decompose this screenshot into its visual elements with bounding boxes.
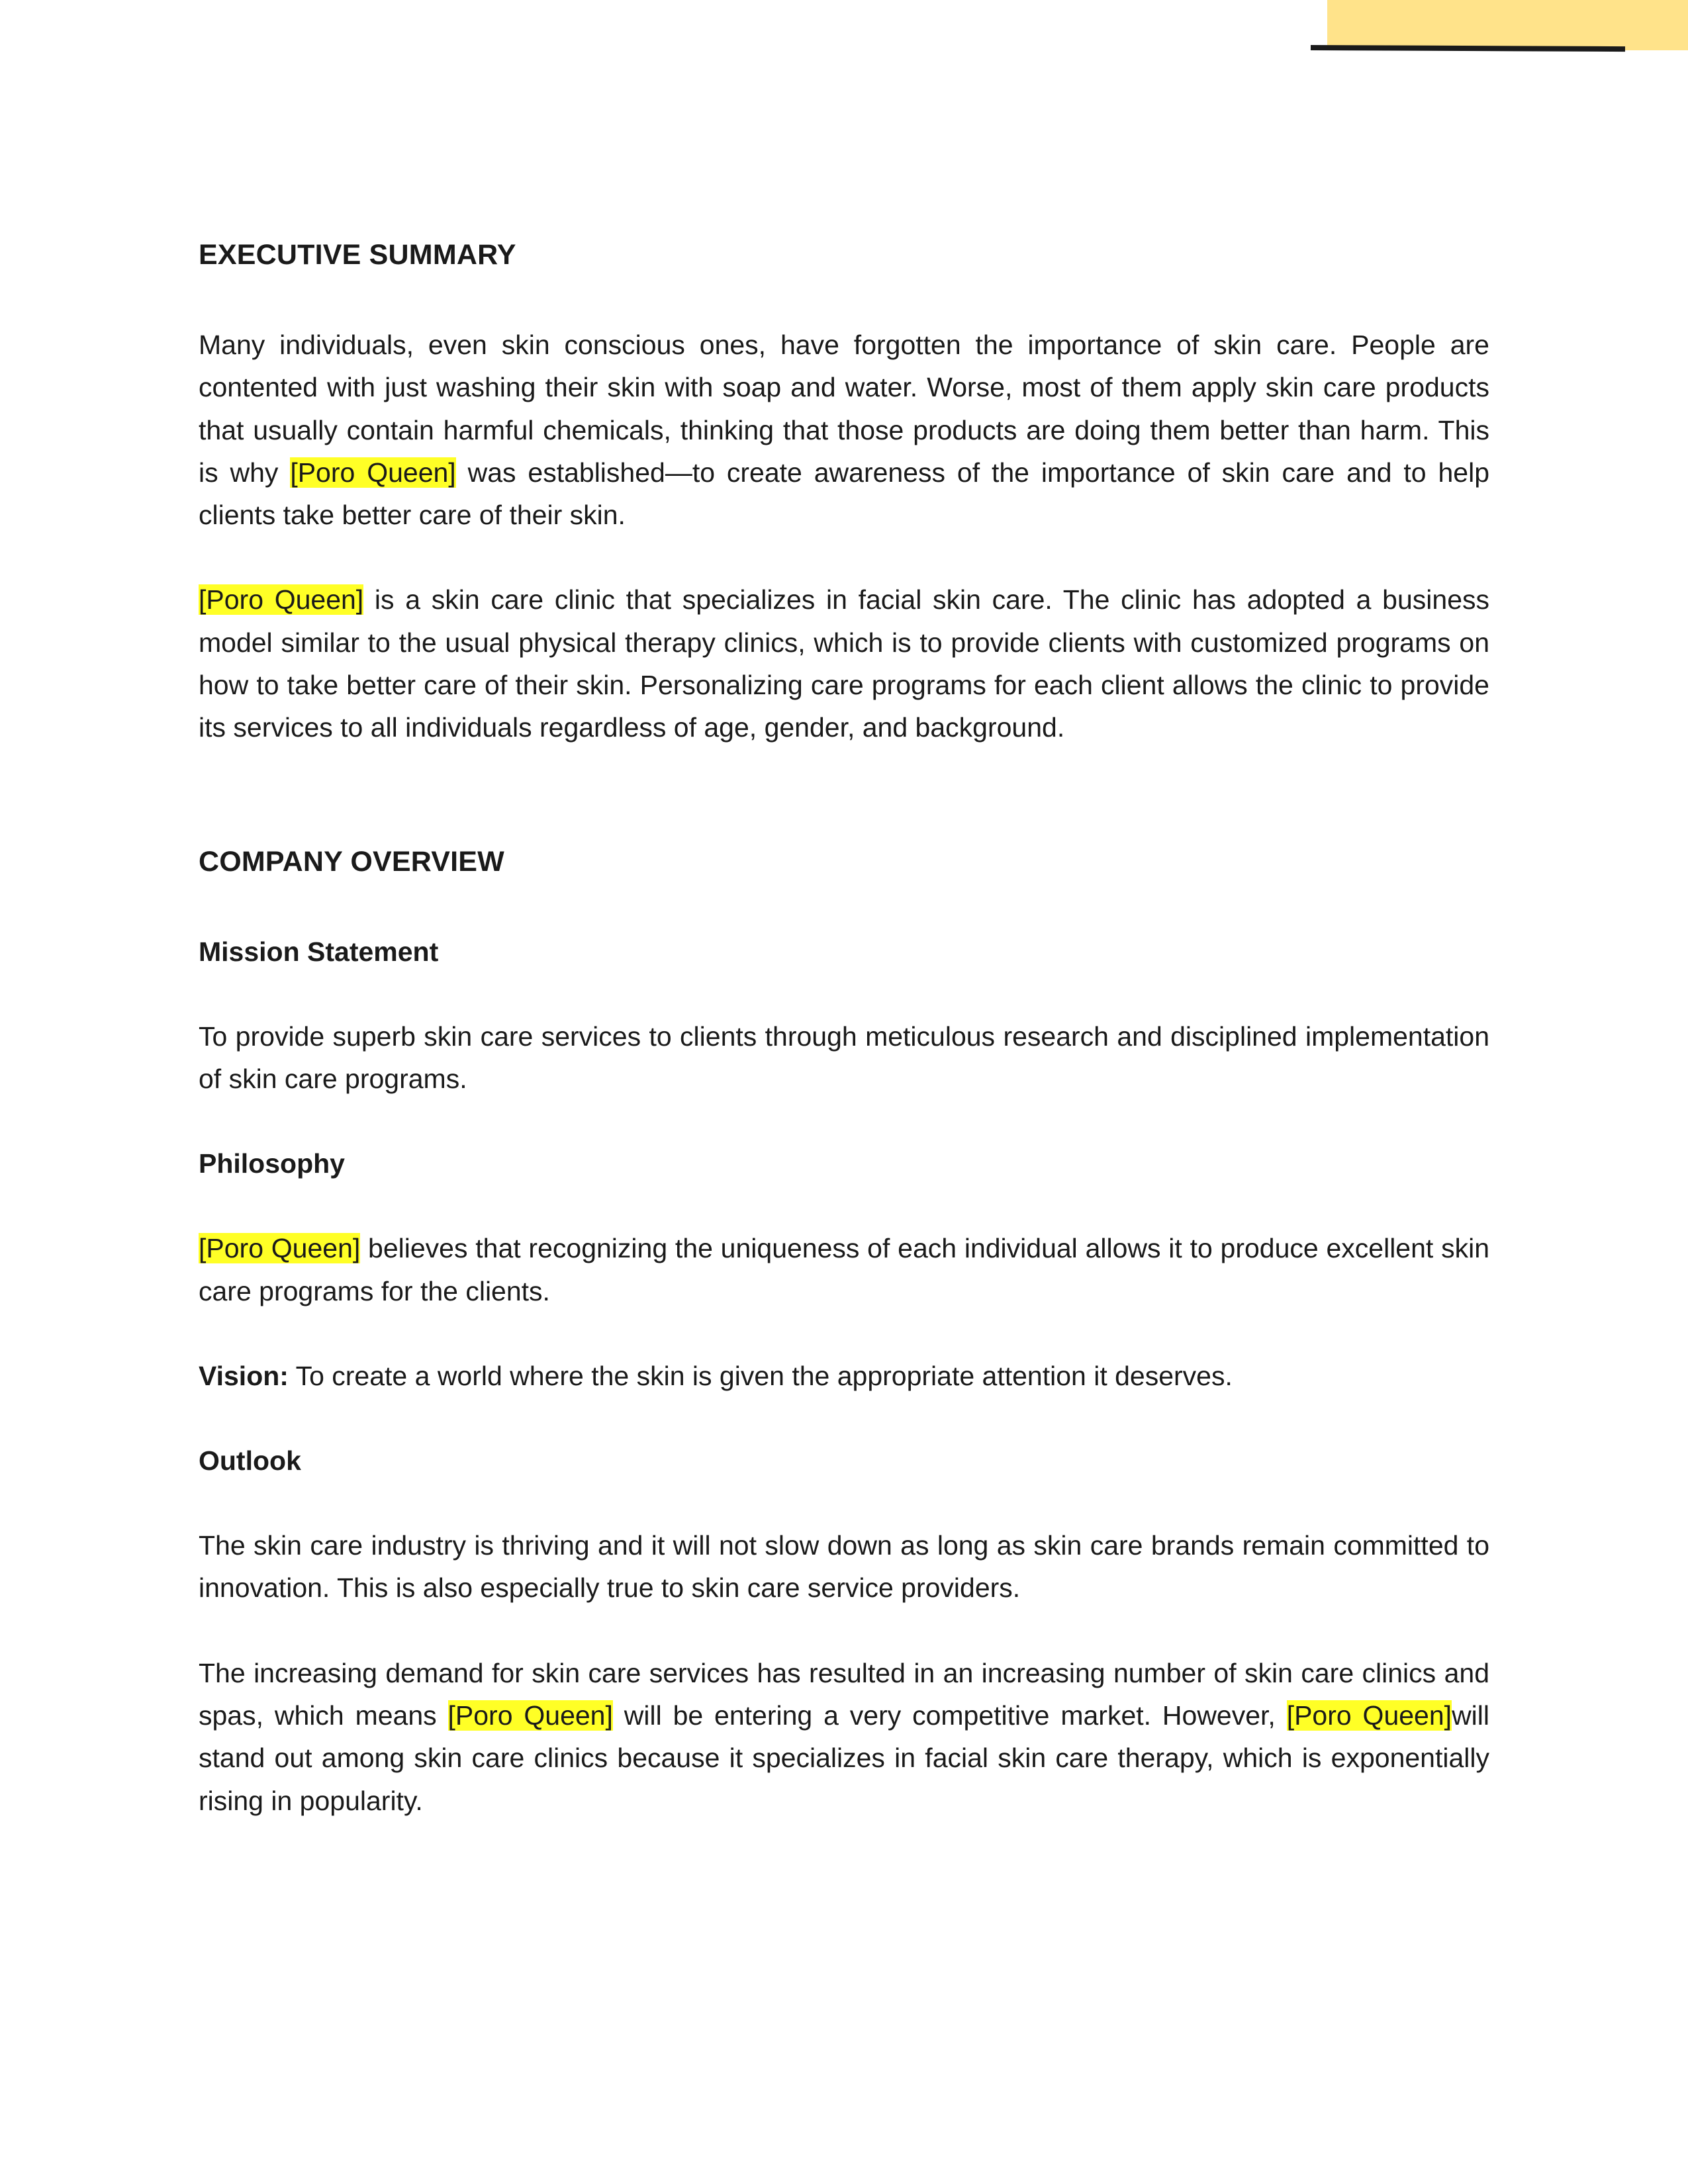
philosophy-heading: Philosophy (199, 1148, 345, 1179)
text-run: was established—to create awareness of the importance of skin care and to help clients take better care of their skin. (199, 457, 1489, 531)
spacer (199, 1610, 1489, 1652)
vision-text: To create a world where the skin is given the appropriate attention it deserves. (288, 1360, 1233, 1391)
corner-accent-rule (1311, 45, 1625, 52)
spacer (199, 281, 1489, 324)
company-name-placeholder: [Poro Queen] (290, 457, 456, 488)
company-name-placeholder: [Poro Queen] (1286, 1700, 1452, 1731)
document-body (199, 228, 1489, 1822)
vision-label: Vision: (199, 1360, 289, 1391)
text-run: will stand out among skin care clinics because it specializes in facial skin care therapy, which is exponentially rising in popularity. (199, 1700, 1489, 1816)
text-run: The increasing demand for skin care services has resulted in an increasing number of skin care clinics and spas, which means (199, 1657, 1489, 1731)
company-name-placeholder: [Poro Queen] (447, 1700, 613, 1731)
spacer (199, 1482, 1489, 1524)
philosophy-text (199, 1227, 1489, 1312)
outlook-paragraph-2 (199, 1652, 1489, 1822)
text-run: is a skin care clinic that specializes in facial skin care. The clinic has adopted a business model similar to the usual physical therapy clinics, which is to provide clients with customized programs on how to take better care of their skin. Personalizing care programs for each client allows the clinic to provide its services to all individuals regardless of age, gender, and background. (199, 584, 1489, 743)
spacer (199, 536, 1489, 578)
spacer (199, 1185, 1489, 1227)
mission-statement-heading: Mission Statement (199, 936, 439, 967)
spacer (199, 1100, 1489, 1142)
executive-summary-heading: EXECUTIVE SUMMARY (199, 239, 516, 271)
corner-accent-tab (1327, 0, 1688, 50)
vision-statement (199, 1355, 1489, 1397)
mission-statement-text: To provide superb skin care services to clients through meticulous research and disciplined implementation of skin care programs. (199, 1021, 1489, 1094)
spacer (199, 1397, 1489, 1439)
text-run: Many individuals, even skin conscious ones, have forgotten the importance of skin care. People are contented with just washing their skin with soap and water. Worse, most of them apply skin care products that usually contain harmful chemicals, thinking that those products are doing them better than harm. This is why (199, 330, 1489, 488)
spacer (199, 888, 1489, 931)
spacer (199, 1312, 1489, 1355)
executive-summary-paragraph-1 (199, 324, 1489, 536)
company-overview-heading: COMPANY OVERVIEW (199, 845, 504, 878)
company-name-placeholder: [Poro Queen] (199, 1233, 361, 1264)
executive-summary-paragraph-2 (199, 578, 1489, 749)
company-name-placeholder: [Poro Queen] (199, 584, 364, 615)
spacer (199, 973, 1489, 1015)
spacer (199, 749, 1489, 835)
text-run: believes that recognizing the uniqueness of each individual allows it to produce excellent skin care programs for the clients. (199, 1233, 1489, 1306)
outlook-heading: Outlook (199, 1445, 301, 1477)
outlook-paragraph-1: The skin care industry is thriving and it will not slow down as long as skin care brands remain committed to innovation. This is also especially true to skin care service providers. (199, 1530, 1489, 1604)
text-run: will be entering a very competitive market. However, (612, 1700, 1287, 1731)
